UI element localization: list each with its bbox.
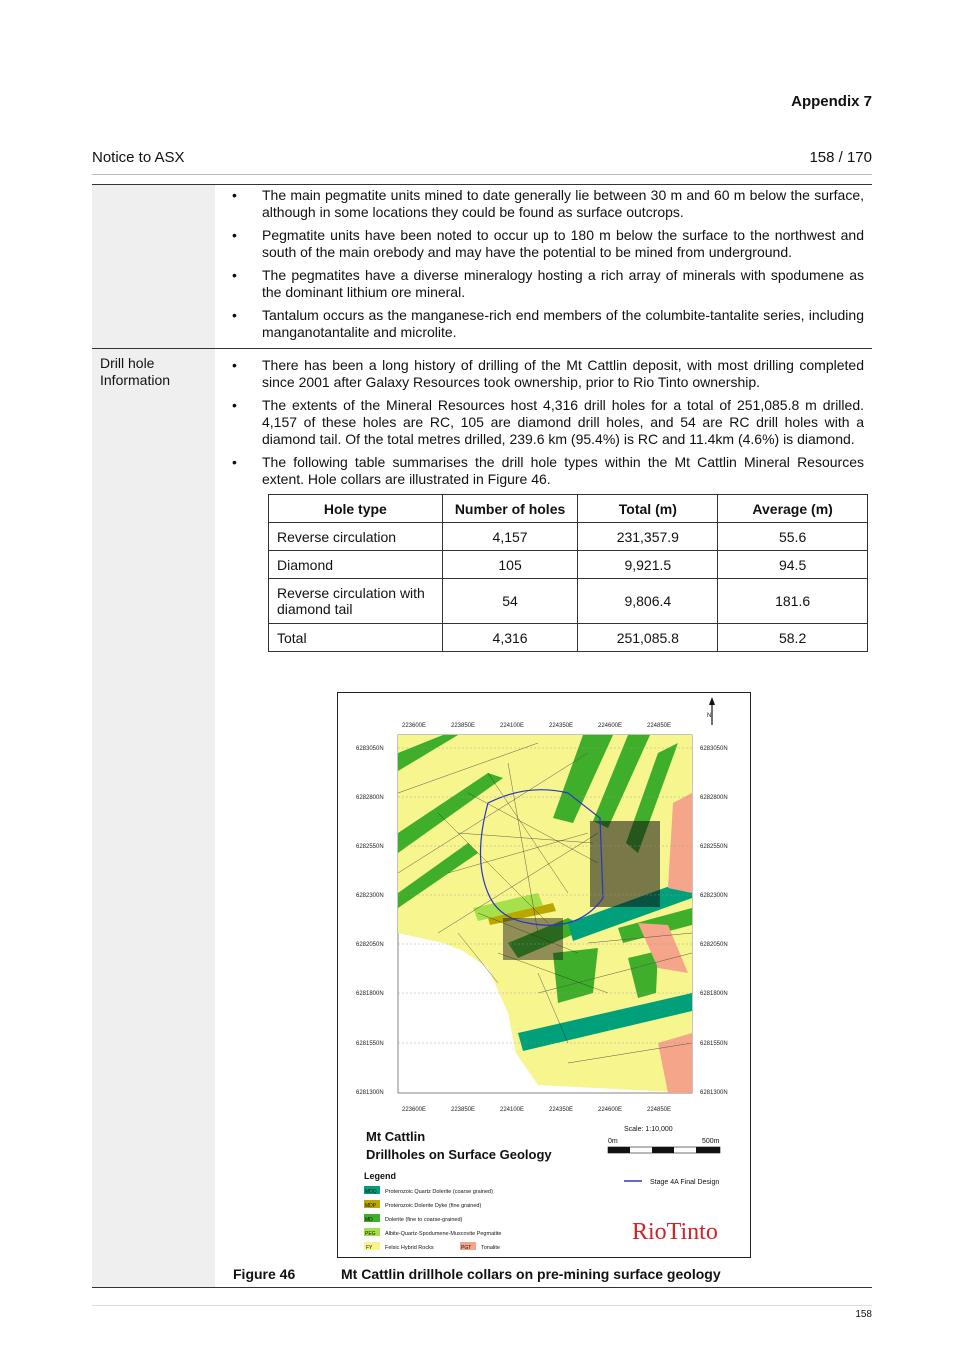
table-cell: 105 — [442, 551, 578, 579]
riotinto-logo: RioTinto — [632, 1219, 718, 1245]
legend-code: FY — [366, 1245, 373, 1251]
geology-map-figure — [337, 692, 751, 1258]
northing-label: 6282050N — [700, 942, 728, 948]
easting-label: 224100E — [500, 723, 525, 729]
northing-label: 6282300N — [356, 893, 384, 899]
easting-label: 223850E — [451, 1107, 476, 1113]
drillhole-table — [268, 494, 868, 652]
scale-start: 0m — [608, 1138, 618, 1145]
easting-label: 224350E — [549, 1107, 574, 1113]
legend-item — [460, 1242, 500, 1251]
section-geology-row — [92, 185, 872, 349]
appendix-title: Appendix 7 — [791, 93, 872, 110]
northing-label: 6282050N — [356, 942, 384, 948]
legend-items — [364, 1186, 501, 1251]
northing-labels-right — [700, 746, 728, 1096]
table-header-row — [269, 495, 868, 523]
north-arrow-icon — [707, 697, 715, 725]
table-cell: 94.5 — [718, 551, 868, 579]
northing-label: 6281300N — [356, 1090, 384, 1096]
scale-text: Scale: 1:10,000 — [624, 1126, 673, 1133]
bullet-item: • Pegmatite units have been noted to occur up to 180 m below the surface to the northwest and south of the main orebody and may have the potential to be mined from underground. — [229, 227, 864, 261]
northing-label: 6283050N — [700, 746, 728, 752]
legend-code: MD — [365, 1217, 373, 1223]
legend-item — [364, 1214, 463, 1223]
table-cell: 4,316 — [442, 624, 578, 652]
bullet-item: • The main pegmatite units mined to date generally lie between 30 m and 60 m below the surface, although in some locations they could be found as surface outcrops. — [229, 187, 864, 221]
table-cell: 251,085.8 — [578, 624, 718, 652]
northing-label: 6281550N — [356, 1041, 384, 1047]
legend-code: MDQ — [365, 1189, 377, 1195]
legend-item — [364, 1200, 481, 1209]
table-cell: 9,921.5 — [578, 551, 718, 579]
bullet-item: • There has been a long history of drilling of the Mt Cattlin deposit, with most drilling completed since 2001 after Galaxy Resources took ownership, prior to Rio Tinto ownership. — [229, 357, 864, 391]
bullet-item: • Tantalum occurs as the manganese-rich end members of the columbite-tantalite series, including manganotantalite and microlite. — [229, 307, 864, 341]
legend-item — [364, 1242, 434, 1251]
header-divider — [92, 174, 872, 175]
legend-code: MDP — [365, 1203, 377, 1209]
header-cell: Total (m) — [578, 495, 718, 523]
map-title-line2: Drillholes on Surface Geology — [366, 1147, 552, 1162]
northing-label: 6282550N — [700, 844, 728, 850]
bullet-item: • The extents of the Mineral Resources host 4,316 drill holes for a total of 251,085.8 m drilled. 4,157 of these holes are RC, 105 are diamond drill holes, and 54 are RC drill holes with a diamond tail. Of the total metres drilled, 239.6 km (95.4%) is RC and 11.4km (4.6%) is diamond. — [229, 397, 864, 448]
table-cell: Reverse circulation — [269, 523, 443, 551]
legend-text: Albite-Quartz-Spodumene-Muscovite Pegmatite — [385, 1231, 502, 1237]
notice-label: Notice to ASX — [92, 149, 185, 166]
figure-caption — [233, 1266, 721, 1282]
easting-label: 224850E — [647, 1107, 672, 1113]
easting-label: 223600E — [402, 1107, 427, 1113]
legend-code: PEG — [365, 1231, 376, 1237]
legend-text: Proterozoic Dolerite Dyke (fine grained) — [385, 1203, 482, 1209]
legend-text: Proterozoic Quartz Dolerite (coarse grained) — [385, 1189, 493, 1195]
footer-divider — [92, 1305, 872, 1306]
northing-label: 6282800N — [356, 795, 384, 801]
header-cell: Hole type — [269, 495, 443, 523]
design-line-label: Stage 4A Final Design — [650, 1179, 720, 1186]
bullet-list — [229, 357, 864, 488]
legend-text: Dolerite (fine to coarse-grained) — [385, 1217, 463, 1223]
northing-label: 6282800N — [700, 795, 728, 801]
easting-label: 224600E — [598, 1107, 623, 1113]
easting-label: 224850E — [647, 723, 672, 729]
table-cell: 231,357.9 — [578, 523, 718, 551]
northing-label: 6282550N — [356, 844, 384, 850]
table-row — [269, 579, 868, 624]
easting-labels-top — [402, 723, 671, 729]
header-cell: Average (m) — [718, 495, 868, 523]
table-cell: 4,157 — [442, 523, 578, 551]
table-cell: Total — [269, 624, 443, 652]
table-cell: 55.6 — [718, 523, 868, 551]
table-cell: Diamond — [269, 551, 443, 579]
page-counter: 158 / 170 — [809, 149, 872, 166]
figure-label: Figure 46 — [233, 1266, 296, 1282]
easting-label: 224600E — [598, 723, 623, 729]
legend-item — [364, 1186, 493, 1195]
northing-label: 6281800N — [700, 991, 728, 997]
table-cell: 58.2 — [718, 624, 868, 652]
geology-map — [338, 693, 749, 1256]
easting-labels-bottom — [402, 1107, 671, 1113]
legend-text: Felsic Hybrid Rocks — [385, 1245, 434, 1251]
northing-label: 6283050N — [356, 746, 384, 752]
table-row — [269, 523, 868, 551]
legend-item — [364, 1228, 501, 1237]
bullet-item: • The pegmatites have a diverse mineralogy hosting a rich array of minerals with spodumene as the dominant lithium ore mineral. — [229, 267, 864, 301]
scale-bar — [608, 1147, 720, 1153]
table-row — [269, 624, 868, 652]
section-label: Drill hole Information — [92, 349, 215, 1287]
easting-label: 223850E — [451, 723, 476, 729]
north-label: N — [707, 713, 712, 719]
table-row — [269, 551, 868, 579]
scale-end: 500m — [702, 1138, 720, 1145]
page-number: 158 — [855, 1309, 872, 1320]
map-title-line1: Mt Cattlin — [366, 1129, 426, 1144]
legend-title: Legend — [364, 1171, 397, 1181]
bullet-list — [229, 187, 864, 341]
easting-label: 223600E — [402, 723, 427, 729]
header-cell: Number of holes — [442, 495, 578, 523]
northing-label: 6282300N — [700, 893, 728, 899]
section-label — [92, 185, 215, 348]
table-cell: Reverse circulation with diamond tail — [269, 579, 443, 624]
table-cell: 54 — [442, 579, 578, 624]
bullet-item: • The following table summarises the drill hole types within the Mt Cattlin Mineral Resources extent. Hole collars are illustrated in Figure 46. — [229, 454, 864, 488]
northing-label: 6281550N — [700, 1041, 728, 1047]
legend-code: PGT — [461, 1245, 472, 1251]
legend-text: Tonalite — [481, 1245, 500, 1251]
easting-label: 224100E — [500, 1107, 525, 1113]
table-cell: 9,806.4 — [578, 579, 718, 624]
section-body — [215, 185, 872, 348]
northing-label: 6281800N — [356, 991, 384, 997]
table-cell: 181.6 — [718, 579, 868, 624]
figure-caption-text: Mt Cattlin drillhole collars on pre-mining surface geology — [341, 1266, 721, 1282]
easting-label: 224350E — [549, 723, 574, 729]
northing-label: 6281300N — [700, 1090, 728, 1096]
northing-labels-left — [356, 746, 384, 1096]
